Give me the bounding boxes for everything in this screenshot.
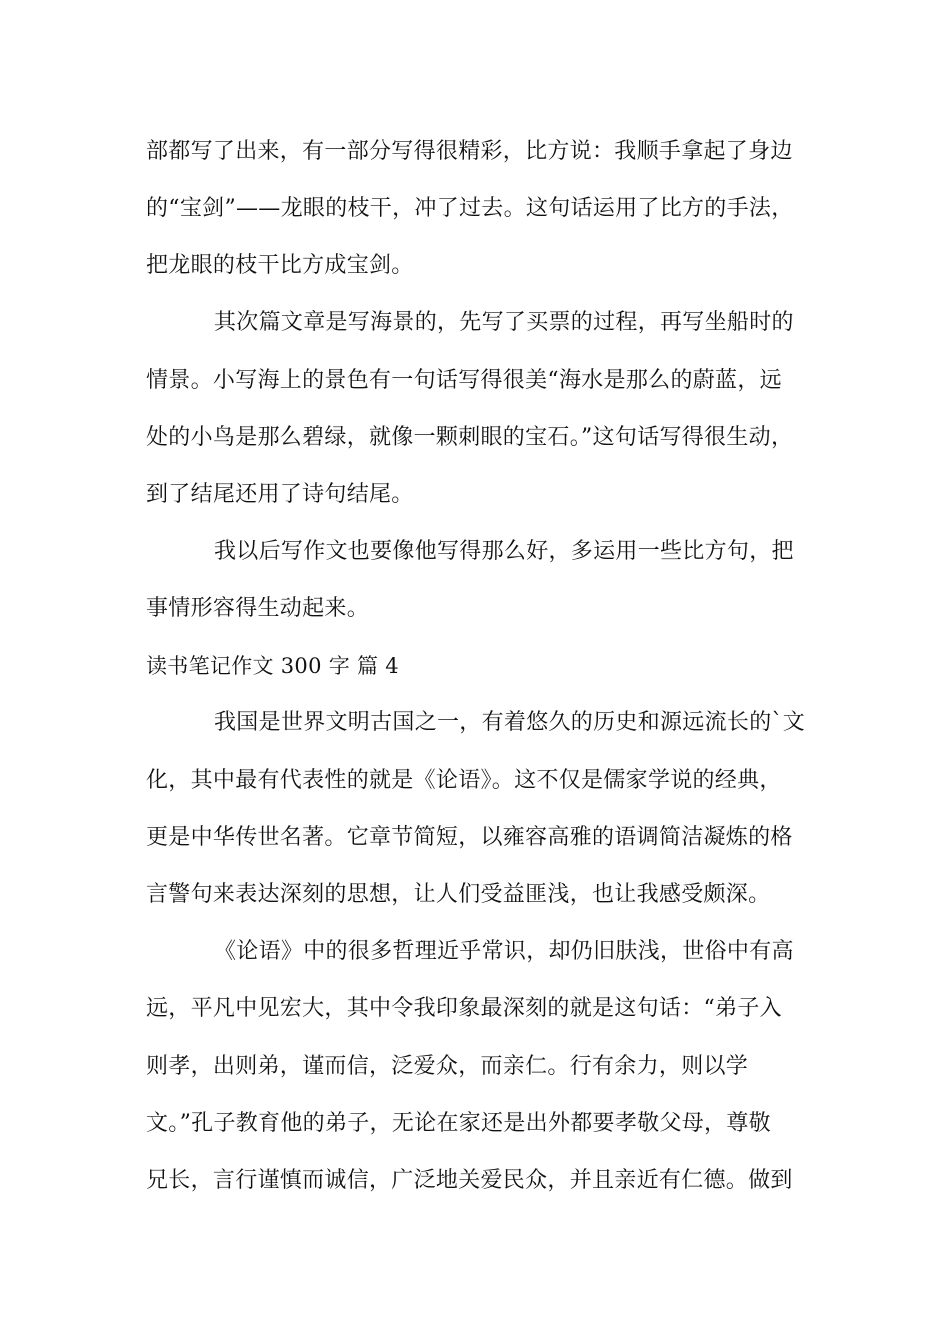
text-line: 的“宝剑”——龙眼的枝干，冲了过去。这句话运用了比方的手法，: [146, 196, 794, 221]
text-line: 处的小鸟是那么碧绿，就像一颗刺眼的宝石。”这句话写得很生动，: [146, 425, 794, 450]
paragraph-start-line: 我国是世界文明古国之一，有着悠久的历史和源远流长的`文: [214, 710, 806, 735]
text-line: 化，其中最有代表性的就是《论语》。这不仅是儒家学说的经典，: [146, 768, 782, 793]
text-line: 兄长，言行谨慎而诚信，广泛地关爱民众，并且亲近有仁德。做到: [146, 1168, 793, 1193]
paragraph-start-line: 我以后写作文也要像他写得那么好，多运用一些比方句，把: [214, 539, 794, 564]
text-line: 言警句来表达深刻的思想，让人们受益匪浅，也让我感受颇深。: [146, 882, 771, 907]
paragraph-start-line: 其次篇文章是写海景的，先写了买票的过程，再写坐船时的: [214, 310, 794, 335]
text-line: 把龙眼的枝干比方成宝剑。: [146, 253, 414, 278]
text-line: 更是中华传世名著。它章节简短，以雍容高雅的语调简洁凝炼的格: [146, 825, 793, 850]
text-line: 事情形容得生动起来。: [146, 596, 370, 621]
text-line: 远，平凡中见宏大，其中令我印象最深刻的就是这句话：“弟子入: [146, 996, 782, 1021]
section-heading: 读书笔记作文 300 字 篇 4: [146, 654, 399, 678]
text-line: 部都写了出来，有一部分写得很精彩，比方说：我顺手拿起了身边: [146, 139, 793, 164]
text-line: 情景。小写海上的景色有一句话写得很美“海水是那么的蔚蓝，远: [146, 368, 782, 393]
paragraph-start-line: 《论语》中的很多哲理近乎常识，却仍旧肤浅，世俗中有高: [214, 939, 794, 964]
text-line: 则孝，出则弟，谨而信，泛爱众，而亲仁。行有余力，则以学: [146, 1054, 749, 1079]
text-line: 文。”孔子教育他的弟子，无论在家还是出外都要孝敬父母，尊敬: [146, 1111, 771, 1136]
text-line: 到了结尾还用了诗句结尾。: [146, 482, 414, 507]
